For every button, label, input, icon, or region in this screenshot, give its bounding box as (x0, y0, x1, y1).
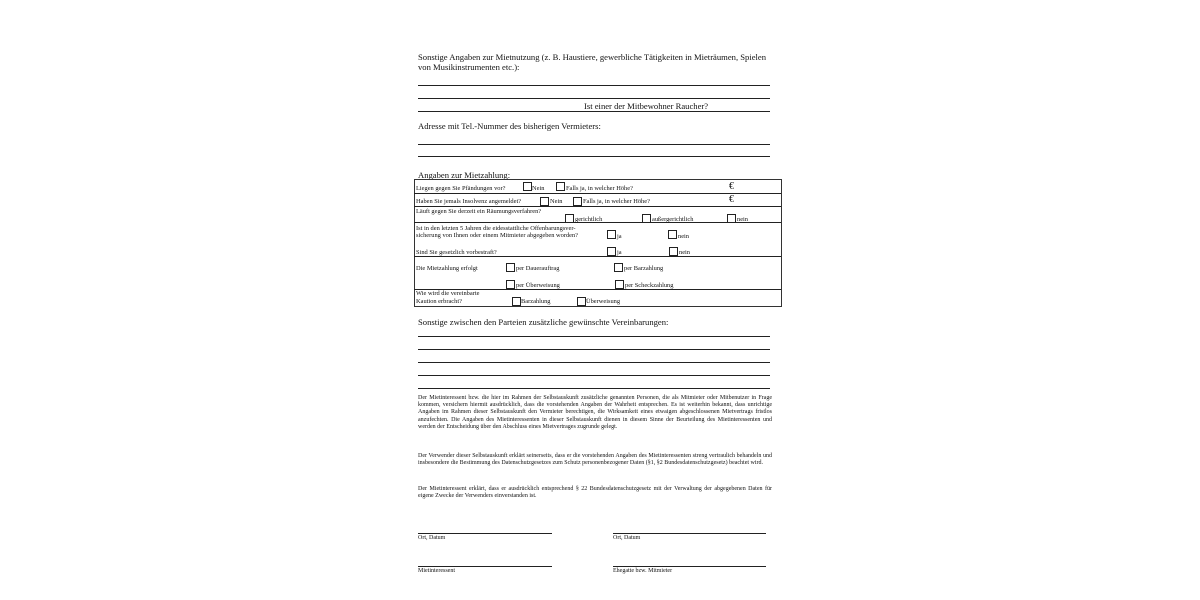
declaration-paragraph-1: Der Mietinteressent bzw. die hier im Rahmen der Selbstauskunft zusätzliche genannten Personen, die als Mitmieter oder Mitbenutzer in Frage kommen, versichern hiermit ausdrücklich, dass die vorstehenden Angaben der Wahrheit entsprechen. Es ist weiterhin bekannt, dass unrichtige Angaben im Rahmen dieser Selbstauskunft den Vermieter berechtigen, die Wirksamkeit eines etwaigen abgeschlossenen Mietvertrags fristlos anzufechten. Die Angaben des Mietinteressenten in dieser Selbstauskunft dienen in diesem Sinne der Beurteilung des Mietinteressenten und werden der Entscheidung über den Abschluss eines Mietvertrages zugrunde gelegt. (418, 395, 772, 430)
payment-method-question: Die Mietzahlung erfolgt (416, 265, 478, 272)
payment-heading: Angaben zur Mietzahlung: (418, 170, 511, 180)
deposit-transfer-checkbox[interactable] (577, 297, 586, 306)
garnishment-yes-checkbox[interactable] (556, 182, 565, 191)
agreements-input-line-4[interactable] (418, 375, 770, 376)
other-usage-input-line-2[interactable] (418, 98, 770, 99)
garnishment-question: Liegen gegen Sie Pfändungen vor? (416, 185, 506, 192)
deposit-question-line1: Wie wird die vereinbarte (416, 290, 480, 297)
declaration-paragraph-2: Der Verwender dieser Selbstauskunft erklärt seinerseits, dass er die vorstehenden Angaben des Mietinteressenten streng vertraulich behandeln und insbesondere die Bestimmung des Datenschutzgesetzes zum Schutz personenbezogener Daten (§1, §2 Bundesdatenschutzgesetz) beachtet wird. (418, 453, 772, 467)
eviction-outofcourt-checkbox[interactable] (642, 214, 651, 223)
agreements-input-line-5[interactable] (418, 388, 770, 389)
previous-landlord-label: Adresse mit Tel.-Nummer des bisherigen Vermieters: (418, 121, 601, 131)
garnishment-no-label: Nein (532, 185, 545, 192)
signature-line-tenant[interactable] (418, 566, 552, 567)
oath-no-label: nein (678, 233, 690, 240)
place-date-right-label: Ort, Datum (613, 535, 641, 541)
agreements-input-line-2[interactable] (418, 349, 770, 350)
oath-question-line2: sicherung von Ihnen oder einem Mitmieter abgegeben worden? (416, 232, 579, 239)
insolvency-yes-label: Falls ja, in welcher Höhe? (583, 198, 650, 205)
table-row-divider (414, 193, 781, 194)
other-usage-input-line-3[interactable] (418, 111, 770, 112)
insolvency-currency: € (729, 194, 734, 205)
oath-no-checkbox[interactable] (668, 230, 677, 239)
criminal-no-label: nein (679, 249, 691, 256)
eviction-outofcourt-label: außergerichtlich (652, 216, 694, 223)
criminal-yes-label: ja (617, 249, 622, 256)
agreements-label: Sonstige zwischen den Parteien zusätzliche gewünschte Vereinbarungen: (418, 317, 669, 327)
criminal-no-checkbox[interactable] (669, 247, 678, 256)
method-standing-order-checkbox[interactable] (506, 263, 515, 272)
deposit-question-line2: Kaution erbracht? (416, 298, 462, 305)
method-transfer-checkbox[interactable] (506, 280, 515, 289)
method-cheque-checkbox[interactable] (615, 280, 624, 289)
other-usage-label-line1: Sonstige Angaben zur Mietnutzung (z. B. Haustiere, gewerbliche Tätigkeiten in Mieträumen, Spielen (418, 52, 767, 62)
insolvency-yes-checkbox[interactable] (573, 197, 582, 206)
spouse-signature-label: Ehegatte bzw. Mitmieter (613, 568, 673, 574)
tenant-signature-label: Mietinteressent (418, 568, 455, 574)
method-standing-order-label: per Dauerauftrag (516, 265, 560, 272)
method-transfer-label: per Überweisung (516, 282, 560, 289)
signature-line-place-date-left[interactable] (418, 533, 552, 534)
method-cheque-label: per Scheckzahlung (625, 282, 674, 289)
garnishment-yes-label: Falls ja, in welcher Höhe? (566, 185, 633, 192)
signature-line-place-date-right[interactable] (613, 533, 766, 534)
method-cash-checkbox[interactable] (614, 263, 623, 272)
criminal-yes-checkbox[interactable] (607, 247, 616, 256)
insolvency-question: Haben Sie jemals Insolvenz angemeldet? (416, 198, 522, 205)
agreements-input-line-3[interactable] (418, 362, 770, 363)
eviction-question: Läuft gegen Sie derzeit ein Räumungsverfahren? (416, 208, 542, 215)
method-cash-label: per Barzahlung (624, 265, 664, 272)
signature-line-spouse[interactable] (613, 566, 766, 567)
agreements-input-line-1[interactable] (418, 336, 770, 337)
criminal-question: Sind Sie gesetzlich vorbestraft? (416, 249, 497, 256)
garnishment-currency: € (729, 181, 734, 192)
insolvency-no-label: Nein (550, 198, 563, 205)
insolvency-no-checkbox[interactable] (540, 197, 549, 206)
deposit-cash-label: Barzahlung (521, 298, 551, 305)
eviction-court-label: gerichtlich (575, 216, 603, 223)
eviction-no-label: nein (737, 216, 749, 223)
eviction-no-checkbox[interactable] (727, 214, 736, 223)
garnishment-no-checkbox[interactable] (523, 182, 532, 191)
table-row-divider (414, 206, 781, 207)
deposit-cash-checkbox[interactable] (512, 297, 521, 306)
smoker-question: Ist einer der Mitbewohner Raucher? (584, 101, 709, 111)
other-usage-input-line-1[interactable] (418, 85, 770, 86)
oath-question-line1: Ist in den letzten 5 Jahren die eidesstattliche Offenbarungsver- (416, 225, 576, 232)
other-usage-label-line2: von Musikinstrumenten etc.): (418, 62, 520, 72)
previous-landlord-input-line-1[interactable] (418, 144, 770, 145)
oath-yes-label: ja (617, 233, 622, 240)
previous-landlord-input-line-2[interactable] (418, 156, 770, 157)
declaration-paragraph-3: Der Mietinteressent erklärt, dass er ausdrücklich entsprechend § 22 Bundesdatenschutzgesetz mit der Verwaltung der abgegebenen Daten für eigene Zwecke der Verwenders einverstanden ist. (418, 486, 772, 500)
oath-yes-checkbox[interactable] (607, 230, 616, 239)
eviction-court-checkbox[interactable] (565, 214, 574, 223)
deposit-transfer-label: Überweisung (586, 298, 621, 305)
place-date-left-label: Ort, Datum (418, 535, 446, 541)
